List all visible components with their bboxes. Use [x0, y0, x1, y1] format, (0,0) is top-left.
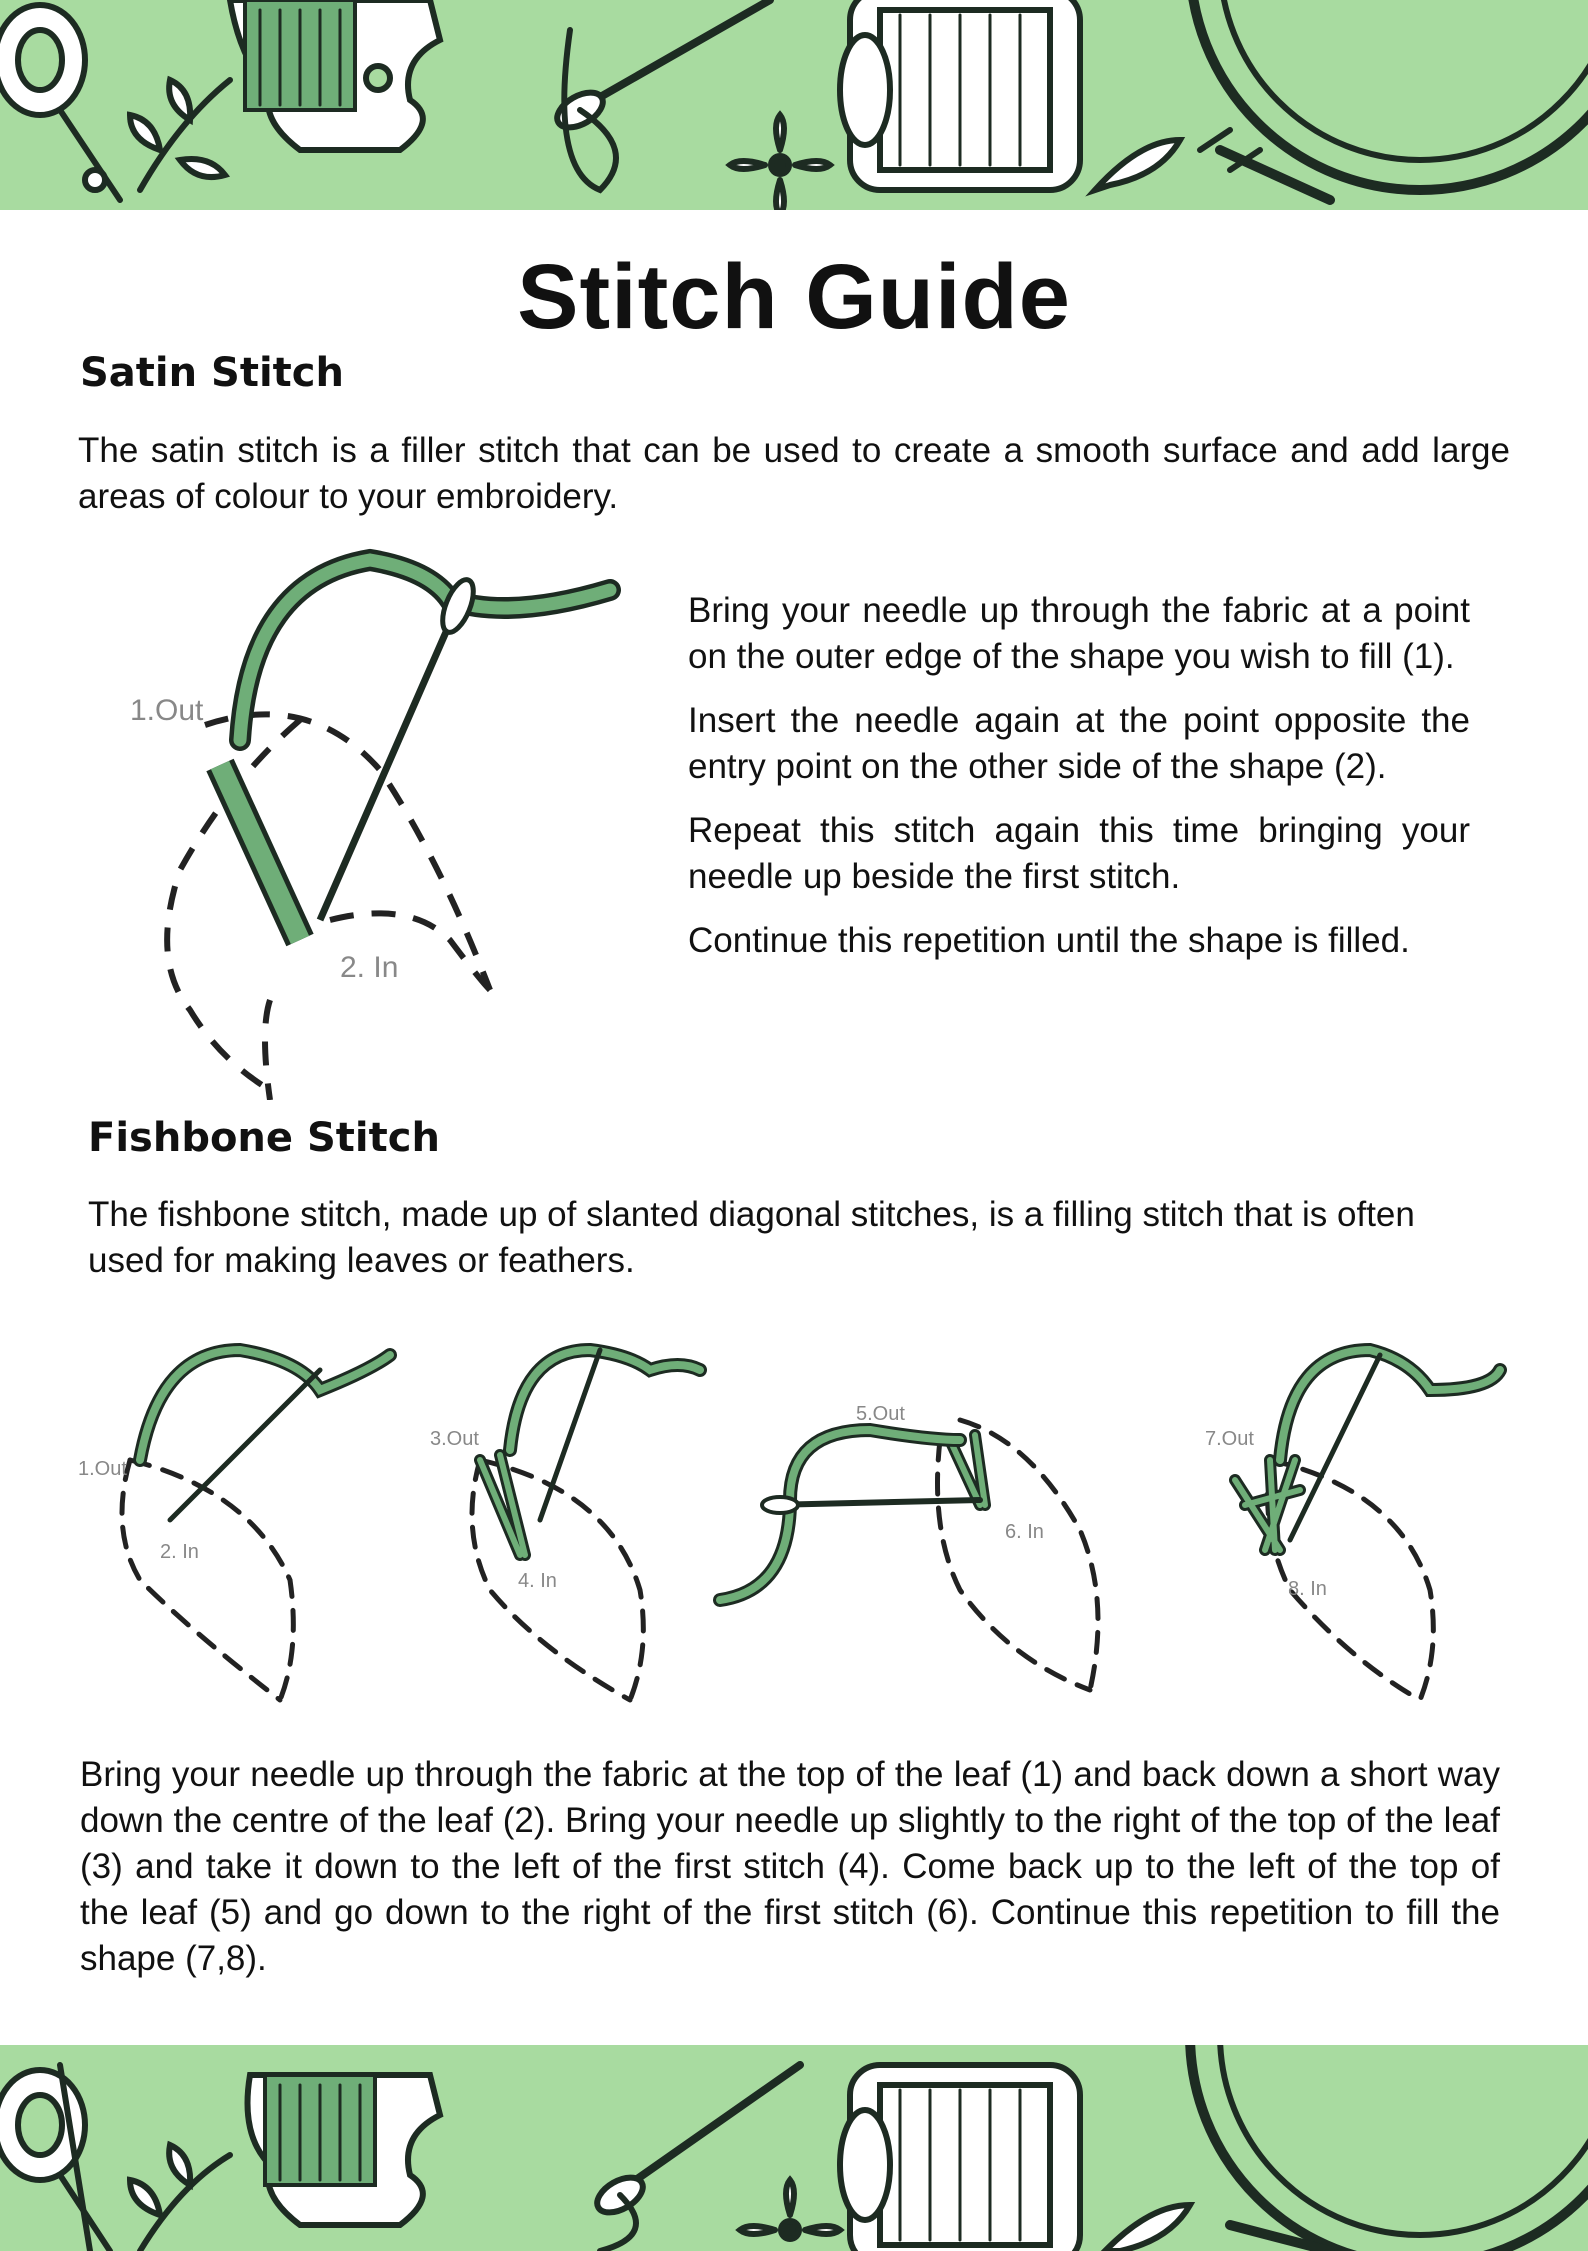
satin-label-in: 2. In [340, 951, 399, 984]
header-decoration-band [0, 0, 1588, 210]
satin-step-3: Repeat this stitch again this time bringing your needle up beside the first stitch. [688, 811, 1470, 896]
leaf-icon [1105, 2205, 1190, 2251]
fishbone-label-5: 5.Out [856, 1403, 905, 1425]
fishbone-label-7: 7.Out [1205, 1428, 1254, 1450]
fishbone-label-1: 1.Out [78, 1458, 127, 1480]
spool-icon [840, 0, 1080, 190]
hoop-icon [1190, 0, 1588, 200]
fishbone-stitch-heading: Fishbone Stitch [88, 1115, 440, 1161]
leaf-sprig-icon [130, 80, 230, 190]
fishbone-label-4: 4. In [518, 1570, 557, 1592]
satin-steps [688, 588, 1470, 982]
fishbone-stitch-intro: The fishbone stitch, made up of slanted diagonal stitches, is a filling stitch that is often used for making leaves or feathers. [88, 1195, 1415, 1280]
fishbone-step-4-diagram [1205, 1350, 1500, 1700]
fishbone-step-2-diagram [430, 1350, 700, 1700]
fishbone-step-3-diagram [720, 1403, 1098, 1690]
satin-label-out: 1.Out [130, 694, 204, 727]
scissors-icon [0, 2065, 110, 2251]
needle-icon [591, 2065, 800, 2251]
leaf-icon [1095, 140, 1180, 190]
satin-step-4: Continue this repetition until the shape is filled. [688, 921, 1410, 960]
satin-first-stitch-fill [220, 765, 300, 940]
spool-icon [840, 2065, 1080, 2251]
footer-decoration-band [0, 2045, 1588, 2251]
hoop-icon [1190, 2045, 1588, 2251]
fishbone-label-3: 3.Out [430, 1428, 479, 1450]
satin-shape-outline-tail [265, 1000, 270, 1100]
satin-stitch-diagram [110, 540, 630, 1100]
flower-icon [730, 115, 830, 210]
thread-card-icon [230, 0, 440, 150]
satin-stitch-intro: The satin stitch is a filler stitch that can be used to create a smooth surface and add large areas of colour to your embroidery. [78, 431, 1510, 516]
satin-stitch-heading: Satin Stitch [80, 350, 344, 396]
satin-step-1: Bring your needle up through the fabric at a point on the outer edge of the shape you wish to fill (1). [688, 591, 1470, 676]
thread-card-icon [248, 2075, 441, 2225]
scissors-icon [0, 5, 120, 200]
fishbone-label-8: 8. In [1288, 1578, 1327, 1600]
fishbone-step-1-diagram [78, 1350, 390, 1700]
fishbone-instructions: Bring your needle up through the fabric at the top of the leaf (1) and back down a short way down the centre of the leaf (2). Bring your needle up slightly to the right of the top of the leaf (3) and take it down to the left of the first stitch (4). Come back up to the left of the top of the leaf (5) and go down to the right of the first stitch (6). Continue this repetition to fill the shape (7,8). [80, 1755, 1500, 1978]
page-title: Stitch Guide [517, 246, 1071, 348]
flower-icon [740, 2180, 840, 2239]
satin-step-2: Insert the needle again at the point opposite the entry point on the other side of the shape (2). [688, 701, 1470, 786]
leaf-sprig-icon [130, 2145, 230, 2251]
fishbone-label-2: 2. In [160, 1541, 199, 1563]
fishbone-stitch-diagrams [70, 1330, 1530, 1720]
fishbone-label-6: 6. In [1005, 1521, 1044, 1543]
